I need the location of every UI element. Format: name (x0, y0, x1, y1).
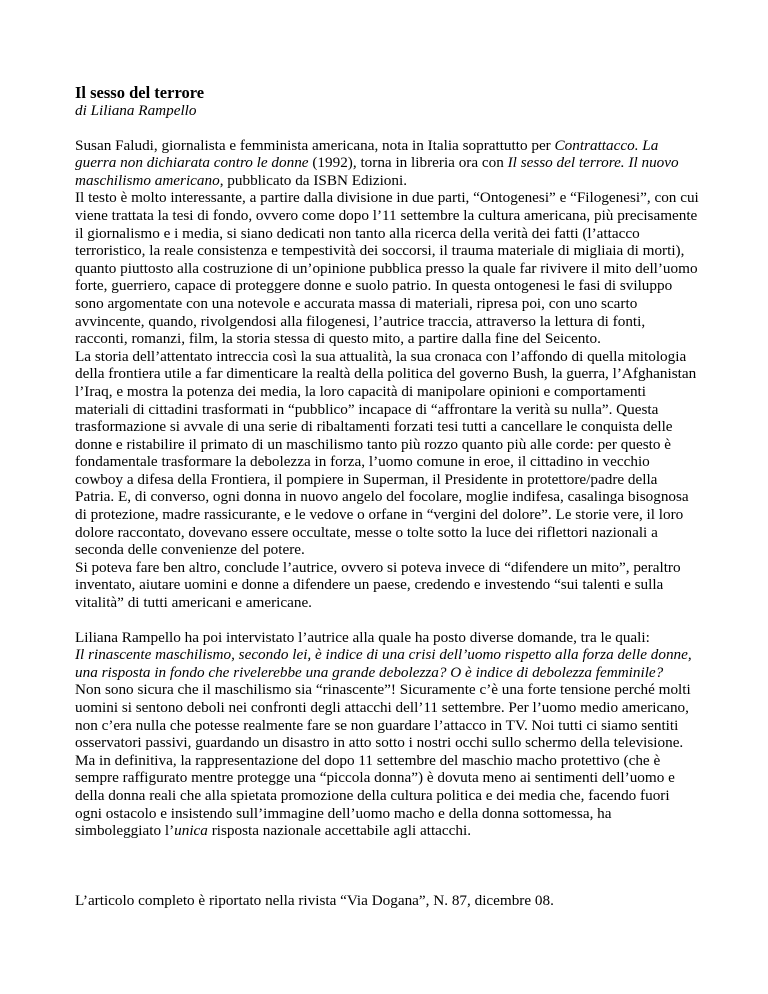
text-run: Susan Faludi, giornalista e femminista americana, nota in Italia soprattutto per (75, 136, 555, 154)
spacer (75, 840, 700, 892)
text-run: risposta nazionale accettabile agli attacchi. (207, 822, 472, 840)
text-run: , pubblicato da ISBN Edizioni. (219, 171, 407, 189)
article-byline: di Liliana Rampello (75, 102, 197, 119)
document-page (75, 83, 700, 909)
paragraph-interview-intro: Liliana Rampello ha poi intervistato l’autrice alla quale ha posto diverse domande, tra le quali: (75, 628, 650, 646)
text-run: Non sono sicura che il maschilismo sia “rinascente”! Sicuramente c’è una forte tensione perché molti uomini si sentono deboli nei confronti degli attacchi dell’11 settembre. Per l’uomo medio americano, non c’era nulla che potesse realmente fare se non guardare l’attacco in TV. Noi tutti ci siamo sentiti osservatori passivi, guardando un disastro in atto sotto i nostri occhi sullo schermo della televisione. Ma in definitiva, la rappresentazione del dopo 11 settembre del maschio macho protettivo (che è sempre raffigurato mentre protegge una “piccola donna”) è dovuta meno ai sentimenti dell’uomo e della donna reali che alla spietata promozione della cultura politica e dei media che, facendo fuori ogni ostacolo e insistendo sull’immagine dell’uomo macho e della donna sottomessa, ha simboleggiato l’ (75, 681, 691, 840)
paragraph-ontogenesi: Il testo è molto interessante, a partire dalla divisione in due parti, “Ontogenesi” e “Filogenesi”, con cui viene trattata la tesi di fondo, ovvero come dopo l’11 settembre la cultura americana, più precisamente il giornalismo e i media, si siano dedicati non tanto alla ricerca della verità dei fatti (l’attacco terroristico, la reale consistenza e tempestività dei soccorsi, il trauma materiale di migliaia di morti), quanto piuttosto alla costruzione di un’opinione pubblica presso la quale far rivivere il mito dell’uomo forte, guerriero, capace di proteggere donne e suolo patrio. In questa ontogenesi le fasi di sviluppo sono argomentate con una notevole e accurata massa di materiali, ripresa poi, con uno scarto avvincente, quando, rivolgendosi alla filogenesi, l’autrice traccia, attraverso la lettura di fonti, racconti, romanzi, film, la storia stessa di questo mito, a partire dalla fine del Seicento. (75, 189, 699, 348)
spacer (75, 120, 700, 137)
paragraph-intro (75, 137, 700, 190)
paragraph-storia-attentato: La storia dell’attentato intreccia così la sua attualità, la sua cronaca con l’affondo di quella mitologia della frontiera utile a far dimenticare la realtà della politica del governo Bush, la guerra, l’Afghanistan l’Iraq, e mostra la potenza dei media, la loro capacità di manipolare opinioni e comportamenti materiali di cittadini trasformati in “pubblico” incapace di “affrontare la verità su nulla”. Questa trasformazione si avvale di una serie di ribaltamenti forzati tesi tutti a cancellare le conquista delle donne e ristabilire il primato di un maschilismo tanto più rozzo quanto più alle corde: per questo è fondamentale trasformare la debolezza in forza, l’uomo comune in eroe, il cittadino in vecchio cowboy a difesa della Frontiera, il pompiere in Superman, il Presidente in protettore/padre della Patria. E, di converso, ogni donna in nuovo angelo del focolare, moglie indifesa, casalinga bisognosa di protezione, madre rassicurante, e le vedove o orfane in “vergini del dolore”. Le storie vere, il loro dolore raccontato, dovevano essere occultate, messe o tolte sotto la luce dei riflettori nazionali a seconda delle convenienze del potere. (75, 347, 697, 559)
book-title-sesso-del-terrore: Il sesso del terrore. Il nuovo maschilismo americano (75, 154, 679, 189)
interview-answer (75, 681, 700, 839)
text-run: (1992), torna in libreria ora con (308, 154, 508, 172)
article-footer-note: L’articolo completo è riportato nella rivista “Via Dogana”, N. 87, dicembre 08. (75, 891, 554, 909)
emphasis-unica: unica (174, 822, 208, 840)
article-title: Il sesso del terrore (75, 83, 205, 102)
book-title-contrattacco: Contrattacco. La guerra non dichiarata contro le donne (75, 136, 659, 172)
paragraph-conclusione: Si poteva fare ben altro, conclude l’autrice, ovvero si poteva invece di “difendere un mito”, peraltro inventato, aiutare uomini e donne a difendere un paese, credendo e investendo “sui talenti e sulla vitalità” di tutti americani e americane. (75, 558, 681, 612)
interview-question: Il rinascente maschilismo, secondo lei, è indice di una crisi dell’uomo rispetto alla forza delle donne, una risposta in fondo che rivelerebbe una grande debolezza? O è indice di debolezza femminile? (75, 646, 692, 681)
spacer (75, 612, 700, 629)
